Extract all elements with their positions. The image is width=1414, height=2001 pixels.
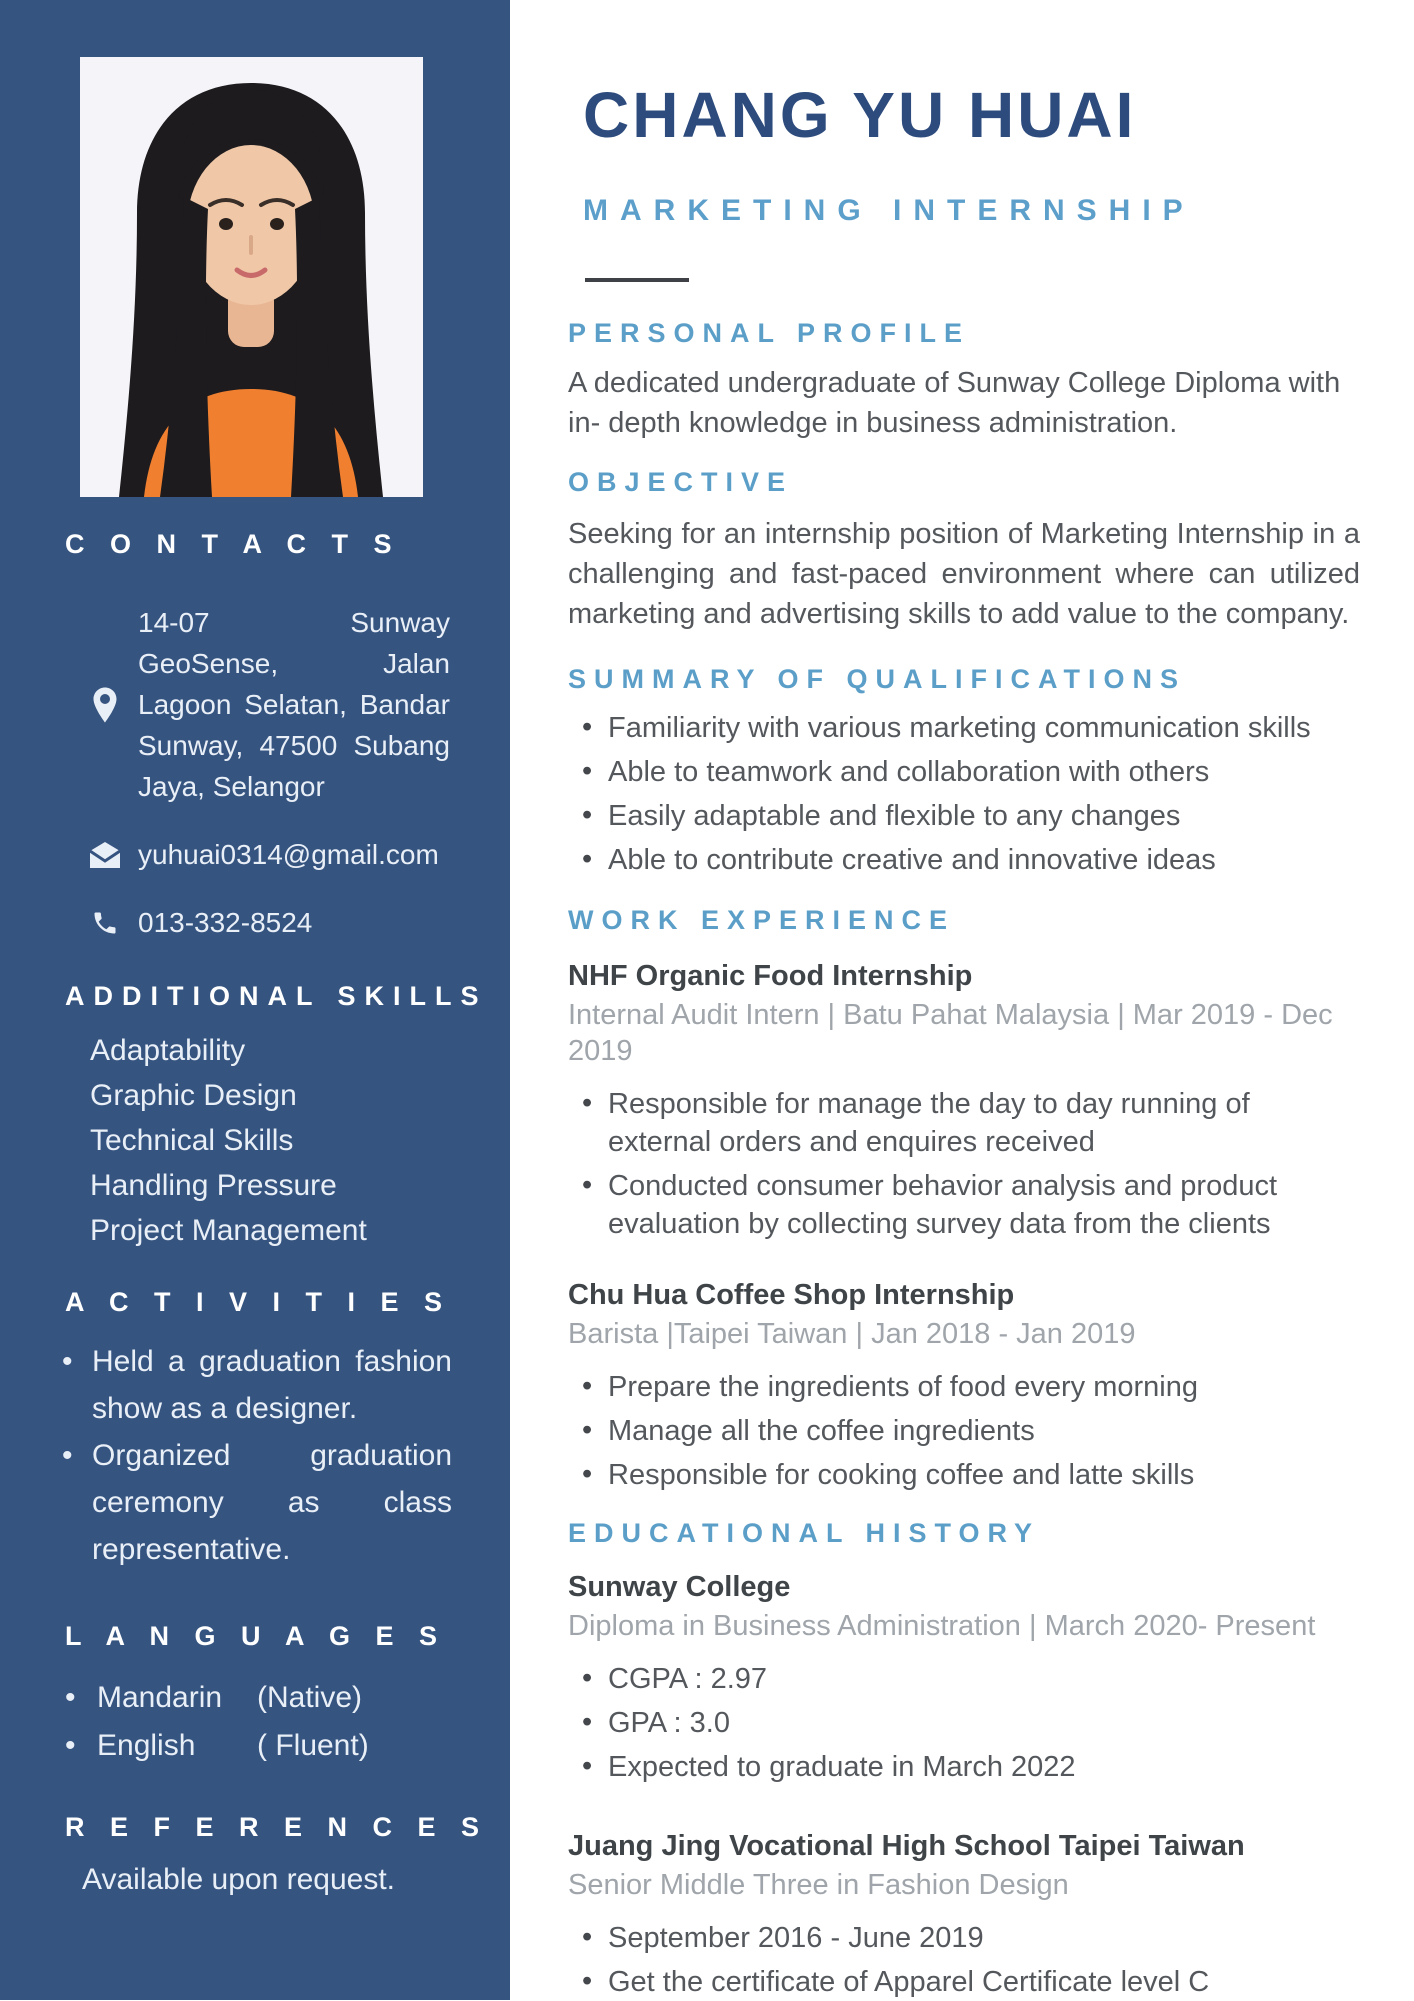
skill-item: Adaptability	[90, 1034, 246, 1067]
school-name: Juang Jing Vocational High School Taipei Taiwan	[568, 1830, 1245, 1862]
qualifications-heading: SUMMARY OF QUALIFICATIONS	[568, 664, 1186, 694]
skill-item: Graphic Design	[90, 1079, 297, 1112]
language-item	[97, 1722, 510, 1770]
school-bullet: • September 2016 - June 2019	[608, 1919, 1360, 1957]
qualification-item: • Able to teamwork and collaboration with others	[608, 753, 1360, 791]
qualifications-list	[568, 709, 1360, 879]
phone-handset-icon	[88, 909, 122, 937]
educational-history-heading: EDUCATIONAL HISTORY	[568, 1518, 1041, 1548]
address-text: 14-07 Sunway GeoSense, Jalan Lagoon Selatan, Bandar Sunway, 47500 Subang Jaya, Selangor	[138, 607, 450, 802]
school-bullet: • GPA : 3.0	[608, 1704, 1360, 1742]
school-entry	[568, 1828, 1360, 2001]
school-meta: Diploma in Business Administration | March 2020- Present	[568, 1610, 1316, 1642]
skill-item: Handling Pressure	[90, 1169, 337, 1202]
location-pin-icon	[88, 686, 122, 724]
portrait-illustration	[80, 57, 423, 497]
school-bullet: • Expected to graduate in March 2022	[608, 1748, 1360, 1786]
additional-skills-heading: ADDITIONAL SKILLS	[65, 981, 488, 1011]
activities-heading: A C T I V I T I E S	[65, 1287, 452, 1317]
references-heading: R E F E R E N C E S	[65, 1812, 489, 1842]
job-bullets	[568, 1085, 1360, 1243]
job-title: Chu Hua Coffee Shop Internship	[568, 1279, 1015, 1311]
work-experience-heading: WORK EXPERIENCE	[568, 905, 956, 935]
school-bullet: • Get the certificate of Apparel Certificate level C	[608, 1963, 1360, 2001]
job-bullet: • Responsible for cooking coffee and latte skills	[608, 1456, 1360, 1494]
objective-heading: OBJECTIVE	[568, 467, 794, 497]
school-meta: Senior Middle Three in Fashion Design	[568, 1869, 1069, 1901]
contacts-heading: C O N T A C T S	[65, 529, 401, 559]
address-row	[0, 602, 510, 807]
language-name: • Mandarin	[97, 1681, 223, 1714]
job-bullet: • Conducted consumer behavior analysis and product evaluation by collecting survey data from the clients	[608, 1167, 1360, 1243]
school-bullet: • CGPA : 2.97	[608, 1660, 1360, 1698]
main-content	[510, 0, 1414, 2000]
languages-list	[0, 1674, 510, 1770]
school-entry	[568, 1569, 1360, 1786]
language-name: • English	[97, 1729, 196, 1762]
references-note: Available upon request.	[82, 1863, 396, 1896]
applicant-name: CHANG YU HUAI	[583, 79, 1137, 151]
job-bullet: • Manage all the coffee ingredients	[608, 1412, 1360, 1450]
job-entry	[568, 1277, 1360, 1494]
envelope-icon	[88, 842, 122, 868]
additional-skills-list	[0, 1028, 510, 1253]
language-level: (Native)	[257, 1681, 363, 1714]
school-bullets	[568, 1660, 1360, 1786]
activities-list	[0, 1338, 510, 1573]
qualification-item: • Easily adaptable and flexible to any changes	[608, 797, 1360, 835]
job-meta: Internal Audit Intern | Batu Pahat Malaysia | Mar 2019 - Dec 2019	[568, 999, 1333, 1067]
qualification-item: • Familiarity with various marketing communication skills	[608, 709, 1360, 747]
language-item	[97, 1674, 510, 1722]
personal-profile-heading: PERSONAL PROFILE	[568, 318, 971, 348]
school-name: Sunway College	[568, 1571, 791, 1603]
language-level: ( Fluent)	[257, 1729, 369, 1762]
activity-item: • Organized graduation ceremony as class representative.	[92, 1432, 452, 1573]
languages-heading: L A N G U A G E S	[65, 1621, 447, 1651]
job-bullet: • Responsible for manage the day to day running of external orders and enquires received	[608, 1085, 1360, 1161]
job-bullet: • Prepare the ingredients of food every morning	[608, 1368, 1360, 1406]
role-subtitle: MARKETING INTERNSHIP	[583, 194, 1195, 227]
school-bullets	[568, 1919, 1360, 2001]
title-divider	[585, 278, 689, 282]
skill-item: Technical Skills	[90, 1124, 294, 1157]
skill-item: Project Management	[90, 1214, 367, 1247]
email-text: yuhuai0314@gmail.com	[138, 839, 439, 870]
qualification-item: • Able to contribute creative and innovative ideas	[608, 841, 1360, 879]
phone-row	[0, 907, 510, 939]
objective-text: Seeking for an internship position of Marketing Internship in a challenging and fast-paced environment where can utilized marketing and advertising skills to add value to the company.	[568, 518, 1360, 630]
sidebar	[0, 0, 510, 2000]
job-title: NHF Organic Food Internship	[568, 960, 973, 992]
job-bullets	[568, 1368, 1360, 1494]
job-meta: Barista |Taipei Taiwan | Jan 2018 - Jan 2019	[568, 1318, 1136, 1350]
email-row	[0, 839, 510, 871]
activity-item: • Held a graduation fashion show as a designer.	[92, 1338, 452, 1432]
personal-profile-text: A dedicated undergraduate of Sunway College Diploma with in- depth knowledge in business administration.	[568, 367, 1341, 439]
job-entry	[568, 958, 1360, 1243]
phone-text: 013-332-8524	[138, 907, 313, 938]
profile-photo	[80, 57, 423, 497]
